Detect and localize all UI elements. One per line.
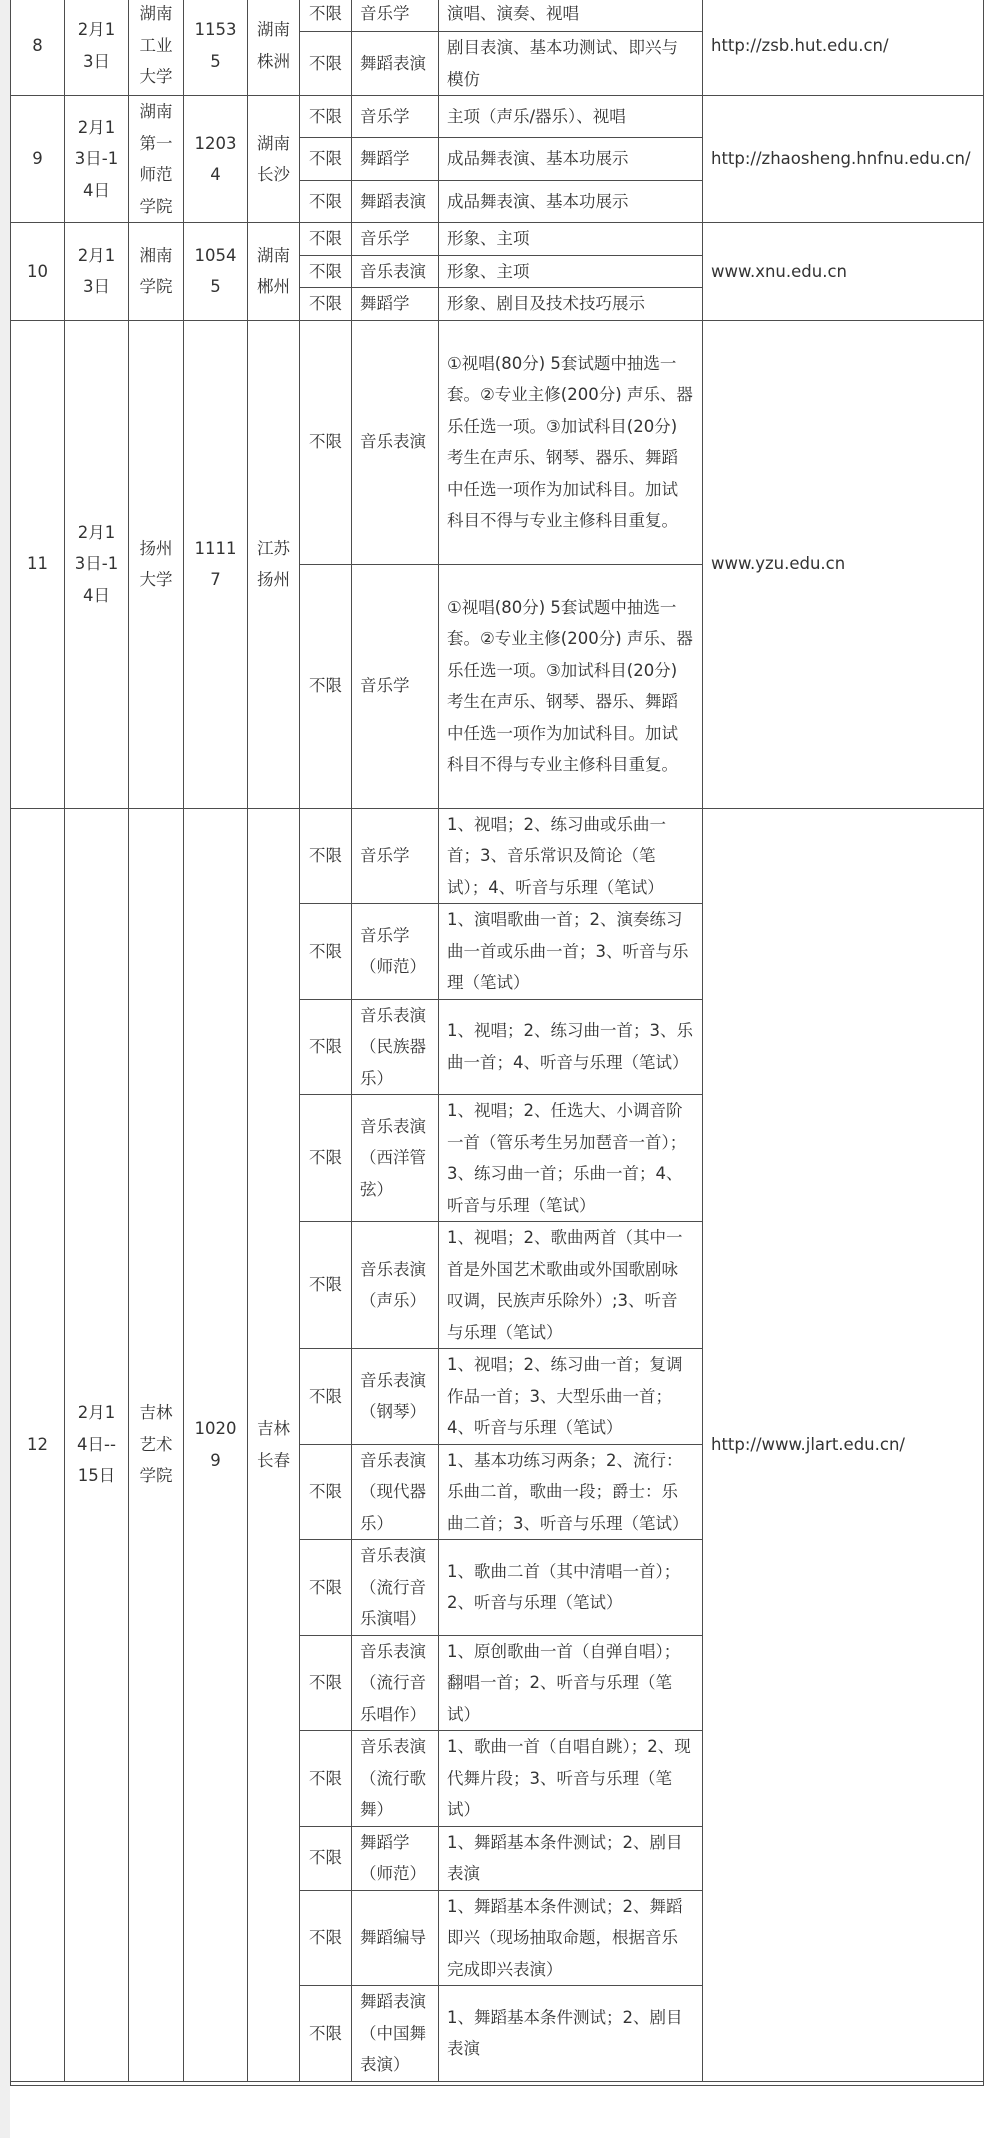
- table-row: [11, 320, 984, 564]
- subject-limit-cell: 不限: [300, 138, 352, 180]
- school-website-link[interactable]: http://zhaosheng.hnfnu.edu.cn/: [703, 96, 984, 223]
- subject-limit-cell: 不限: [300, 1890, 352, 1986]
- major-name-cell: 音乐学（师范）: [352, 904, 439, 1000]
- school-code-cell: 10545: [184, 223, 248, 321]
- major-name-cell: 音乐学: [352, 223, 439, 256]
- school-code-cell: 11535: [184, 0, 248, 96]
- subject-limit-cell: 不限: [300, 255, 352, 288]
- page-left-edge: [0, 0, 10, 2138]
- exam-content-cell: 1、基本功练习两条；2、流行：乐曲二首，歌曲一段；爵士：乐曲二首；3、听音与乐理（笔试）: [439, 1444, 703, 1540]
- subject-limit-cell: 不限: [300, 999, 352, 1095]
- subject-limit-cell: 不限: [300, 1444, 352, 1540]
- exam-content-cell: ①视唱(80分) 5套试题中抽选一套。②专业主修(200分) 声乐、器乐任选一项。③加试科目(20分) 考生在声乐、钢琴、器乐、舞蹈中任选一项作为加试科目。加试科目不得与专业主修科目重复。: [439, 564, 703, 808]
- major-name-cell: 舞蹈学: [352, 288, 439, 321]
- row-number-cell: 10: [11, 223, 65, 321]
- exam-content-cell: 1、视唱；2、任选大、小调音阶一首（管乐考生另加琶音一首）；3、练习曲一首；乐曲一首；4、听音与乐理（笔试）: [439, 1095, 703, 1222]
- school-name-cell: 湖南第一师范学院: [129, 96, 184, 223]
- major-name-cell: 舞蹈编导: [352, 1890, 439, 1986]
- exam-content-cell: 1、视唱；2、练习曲或乐曲一首；3、音乐常识及简论（笔试）；4、听音与乐理（笔试）: [439, 808, 703, 904]
- admission-table-body: [11, 0, 984, 2085]
- location-cell: 吉林长春: [248, 808, 300, 2081]
- table-next-row-cell: [11, 2081, 984, 2085]
- subject-limit-cell: 不限: [300, 96, 352, 138]
- school-website-link[interactable]: http://www.jlart.edu.cn/: [703, 808, 984, 2081]
- major-name-cell: 舞蹈表演（中国舞表演）: [352, 1986, 439, 2082]
- row-number-cell: 8: [11, 0, 65, 96]
- location-cell: 湖南郴州: [248, 223, 300, 321]
- table-row: [11, 96, 984, 138]
- exam-content-cell: 形象、剧目及技术技巧展示: [439, 288, 703, 321]
- subject-limit-cell: 不限: [300, 180, 352, 222]
- major-name-cell: 音乐学: [352, 564, 439, 808]
- exam-content-cell: 演唱、演奏、视唱: [439, 0, 703, 32]
- exam-date-cell: 2月13日-14日: [65, 96, 129, 223]
- subject-limit-cell: 不限: [300, 288, 352, 321]
- major-name-cell: 音乐表演（现代器乐）: [352, 1444, 439, 1540]
- location-cell: 湖南株洲: [248, 0, 300, 96]
- major-name-cell: 舞蹈表演: [352, 32, 439, 96]
- major-name-cell: 音乐表演（西洋管弦）: [352, 1095, 439, 1222]
- major-name-cell: 音乐学: [352, 808, 439, 904]
- major-name-cell: 音乐表演（流行音乐唱作）: [352, 1635, 439, 1731]
- school-code-cell: 11117: [184, 320, 248, 808]
- exam-content-cell: 剧目表演、基本功测试、即兴与模仿: [439, 32, 703, 96]
- subject-limit-cell: 不限: [300, 1986, 352, 2082]
- major-name-cell: 舞蹈表演: [352, 180, 439, 222]
- exam-content-cell: 形象、主项: [439, 255, 703, 288]
- subject-limit-cell: 不限: [300, 564, 352, 808]
- exam-content-cell: 1、演唱歌曲一首；2、演奏练习曲一首或乐曲一首；3、听音与乐理（笔试）: [439, 904, 703, 1000]
- subject-limit-cell: 不限: [300, 223, 352, 256]
- admission-table: [10, 0, 984, 2086]
- school-website-link[interactable]: www.xnu.edu.cn: [703, 223, 984, 321]
- school-name-cell: 湘南学院: [129, 223, 184, 321]
- location-cell: 江苏扬州: [248, 320, 300, 808]
- major-name-cell: 音乐表演（钢琴）: [352, 1349, 439, 1445]
- major-name-cell: 音乐学: [352, 96, 439, 138]
- subject-limit-cell: 不限: [300, 1222, 352, 1349]
- subject-limit-cell: 不限: [300, 320, 352, 564]
- exam-content-cell: 1、歌曲二首（其中清唱一首）；2、听音与乐理（笔试）: [439, 1540, 703, 1636]
- table-next-row-edge: [11, 2081, 984, 2085]
- school-name-cell: 吉林艺术学院: [129, 808, 184, 2081]
- major-name-cell: 音乐表演（民族器乐）: [352, 999, 439, 1095]
- major-name-cell: 音乐学: [352, 0, 439, 32]
- subject-limit-cell: 不限: [300, 1731, 352, 1827]
- subject-limit-cell: 不限: [300, 1826, 352, 1890]
- school-code-cell: 12034: [184, 96, 248, 223]
- major-name-cell: 音乐表演: [352, 255, 439, 288]
- table-row: [11, 0, 984, 32]
- exam-content-cell: ①视唱(80分) 5套试题中抽选一套。②专业主修(200分) 声乐、器乐任选一项。③加试科目(20分) 考生在声乐、钢琴、器乐、舞蹈中任选一项作为加试科目。加试科目不得与专业主修科目重复。: [439, 320, 703, 564]
- subject-limit-cell: 不限: [300, 808, 352, 904]
- row-number-cell: 9: [11, 96, 65, 223]
- exam-content-cell: 1、舞蹈基本条件测试；2、剧目表演: [439, 1986, 703, 2082]
- major-name-cell: 音乐表演（流行歌舞）: [352, 1731, 439, 1827]
- exam-content-cell: 1、视唱；2、练习曲一首；3、乐曲一首；4、听音与乐理（笔试）: [439, 999, 703, 1095]
- exam-date-cell: 2月13日-14日: [65, 320, 129, 808]
- major-name-cell: 舞蹈学: [352, 138, 439, 180]
- major-name-cell: 音乐表演: [352, 320, 439, 564]
- school-website-link[interactable]: www.yzu.edu.cn: [703, 320, 984, 808]
- exam-content-cell: 1、视唱；2、歌曲两首（其中一首是外国艺术歌曲或外国歌剧咏叹调，民族声乐除外）;3、听音与乐理（笔试）: [439, 1222, 703, 1349]
- row-number-cell: 11: [11, 320, 65, 808]
- exam-content-cell: 1、视唱；2、练习曲一首；复调作品一首；3、大型乐曲一首；4、听音与乐理（笔试）: [439, 1349, 703, 1445]
- exam-content-cell: 成品舞表演、基本功展示: [439, 180, 703, 222]
- exam-date-cell: 2月14日--15日: [65, 808, 129, 2081]
- exam-content-cell: 成品舞表演、基本功展示: [439, 138, 703, 180]
- subject-limit-cell: 不限: [300, 32, 352, 96]
- exam-content-cell: 1、原创歌曲一首（自弹自唱）；翻唱一首；2、听音与乐理（笔试）: [439, 1635, 703, 1731]
- row-number-cell: 12: [11, 808, 65, 2081]
- subject-limit-cell: 不限: [300, 1635, 352, 1731]
- table-row: [11, 223, 984, 256]
- exam-content-cell: 1、歌曲一首（自唱自跳）；2、现代舞片段；3、听音与乐理（笔试）: [439, 1731, 703, 1827]
- major-name-cell: 舞蹈学（师范）: [352, 1826, 439, 1890]
- school-name-cell: 湖南工业大学: [129, 0, 184, 96]
- exam-content-cell: 形象、主项: [439, 223, 703, 256]
- subject-limit-cell: 不限: [300, 1540, 352, 1636]
- exam-date-cell: 2月13日: [65, 223, 129, 321]
- subject-limit-cell: 不限: [300, 1349, 352, 1445]
- subject-limit-cell: 不限: [300, 1095, 352, 1222]
- exam-date-cell: 2月13日: [65, 0, 129, 96]
- location-cell: 湖南长沙: [248, 96, 300, 223]
- school-name-cell: 扬州大学: [129, 320, 184, 808]
- exam-content-cell: 1、舞蹈基本条件测试；2、舞蹈即兴（现场抽取命题，根据音乐完成即兴表演）: [439, 1890, 703, 1986]
- table-row: [11, 808, 984, 904]
- subject-limit-cell: 不限: [300, 0, 352, 32]
- exam-content-cell: 主项（声乐/器乐）、视唱: [439, 96, 703, 138]
- subject-limit-cell: 不限: [300, 904, 352, 1000]
- major-name-cell: 音乐表演（声乐）: [352, 1222, 439, 1349]
- exam-content-cell: 1、舞蹈基本条件测试；2、剧目表演: [439, 1826, 703, 1890]
- major-name-cell: 音乐表演（流行音乐演唱）: [352, 1540, 439, 1636]
- school-code-cell: 10209: [184, 808, 248, 2081]
- school-website-link[interactable]: http://zsb.hut.edu.cn/: [703, 0, 984, 96]
